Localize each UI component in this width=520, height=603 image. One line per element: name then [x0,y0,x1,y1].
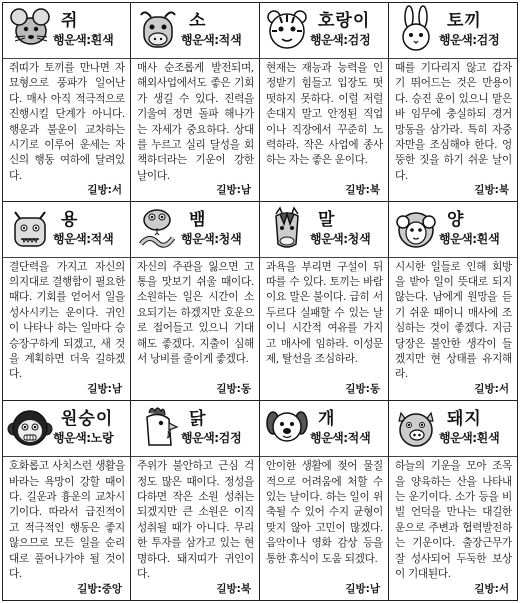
lucky-color-label: 행운색: [181,231,219,246]
rabbit-icon [393,5,439,53]
lucky-direction-value: 남 [111,383,122,396]
fortune-card-pig [389,401,518,601]
zodiac-fortune-grid [2,2,518,601]
lucky-color-value: 흰색 [476,431,500,446]
lucky-direction [342,581,380,596]
lucky-color-label: 행운색: [439,33,477,47]
divider [260,58,388,59]
fortune-card-rooster [131,401,260,601]
fortune-card-rabbit [389,2,518,202]
lucky-color-label: 행운색: [53,33,91,47]
lucky-color [53,429,114,446]
lucky-direction [213,381,251,396]
lucky-color-value: 노랑 [90,431,114,446]
lucky-direction-value: 남 [369,582,380,595]
lucky-direction [213,182,251,197]
card-header [389,401,517,455]
snake-icon [135,204,181,252]
divider [3,456,130,457]
dog-icon [264,403,310,451]
lucky-color-value: 검정 [476,33,500,47]
lucky-direction-label: 길방: [216,183,241,196]
fortune-card-tiger [260,2,389,202]
sheep-icon [393,204,439,252]
lucky-color-value: 흰색 [476,231,500,246]
fortune-text: 주위가 불안하고 근심 걱정도 많은 때이다. 정성을 다하면 작은 소원 성취는 되겠지만 큰 소원은 이직 성취될 때가 아니다. 무리한 투자를 삼가고 있는 현명하다. 돼지띠가 귀인이다. [137,460,254,581]
sign-name: 호랑이 [318,11,371,31]
lucky-color [310,230,371,247]
lucky-direction [84,182,122,197]
card-header [131,401,259,455]
sign-name: 소 [189,11,207,31]
lucky-direction-value: 동 [369,383,380,396]
lucky-direction-value: 중앙 [101,582,122,595]
card-header [389,202,517,256]
lucky-direction-label: 길방: [345,183,370,196]
lucky-color-label: 행운색: [53,231,91,246]
lucky-direction-label: 길방: [216,383,241,396]
sign-name: 개 [318,409,336,430]
lucky-color [310,429,371,446]
divider [131,456,259,457]
sign-name: 돼지 [447,409,482,430]
lucky-color-value: 적색 [90,231,114,246]
card-header [260,3,388,57]
sign-name: 토끼 [447,11,482,31]
monkey-icon [7,403,53,451]
lucky-direction-value: 서 [498,383,509,396]
lucky-color-value: 흰색 [90,33,114,47]
lucky-color [181,429,242,446]
fortune-card-dragon [2,202,131,402]
lucky-color-value: 청색 [218,231,242,246]
lucky-direction-label: 길방: [474,582,499,595]
lucky-direction-label: 길방: [474,383,499,396]
card-header [3,401,130,455]
horse-icon [264,204,310,252]
rat-icon [7,5,53,53]
lucky-direction-label: 길방: [345,383,370,396]
sign-name: 용 [61,209,79,230]
fortune-text: 시시한 일들로 인해 회방을 받아 일이 뜻대로 되지 않는다. 남에게 원망을 듣기 쉬운 때이니 매사에 조심하는 것이 좋겠다. 지금 당장은 불안한 생각이 들겠지만 현 상태를 유지해라. [395,260,512,381]
fortune-card-ox [131,2,260,202]
divider [389,58,517,59]
fortune-card-horse [260,202,389,402]
fortune-text: 쥐띠가 토끼를 만나면 자묘형으로 풍파가 일어난다. 매사 아직 적극적으로 진행시킬 단계가 아니다. 행운과 불운이 교차하는 시기로 이루어 운세는 자신의 행동 여하에 달려있다. [9,62,125,182]
fortune-card-dog [260,401,389,601]
card-header [260,202,388,256]
rooster-icon [135,403,181,451]
card-header [3,3,130,57]
lucky-color-label: 행운색: [53,431,91,446]
fortune-text: 과욕을 부리면 구설이 뒤따를 수 있다. 토끼는 바람이요 말은 불이다. 급히 서두르다 실패할 수 있는 날이니 시간적 여유를 가지고 매사에 임하라. 이성문제, 탈선을 조심하라. [266,260,383,366]
sign-name: 뱀 [189,209,207,230]
lucky-color [181,230,242,247]
lucky-color-label: 행운색: [439,431,477,446]
divider [131,257,259,258]
lucky-direction-value: 남 [240,183,251,196]
lucky-direction-label: 길방: [216,582,241,595]
card-header [131,202,259,256]
lucky-direction [342,182,380,197]
dragon-icon [7,204,53,252]
lucky-direction-label: 길방: [474,183,499,196]
lucky-direction-label: 길방: [77,582,102,595]
lucky-color [439,31,500,48]
lucky-direction [471,581,509,596]
fortune-text: 때를 기다리지 않고 갑자기 뛰어드는 것은 만용이다. 승진 운이 있으니 맡은바 임무에 충실하되 경거망동을 삼가라. 특히 자중자만을 조심해야 한다. 엉뚱한 짓을 하기 쉬운 날이다. [395,62,512,182]
sign-name: 양 [447,209,465,230]
sign-name: 원숭이 [61,409,114,430]
tiger-icon [264,5,310,53]
lucky-direction-value: 서 [111,183,122,196]
divider [131,58,259,59]
lucky-direction [471,381,509,396]
lucky-direction [84,381,122,396]
fortune-text: 하늘의 기운을 모아 조목을 양육하는 산을 나타내는 운기이다. 소가 등을 비빌 언덕을 만나는 대길한 운으로 주변과 협력발전하는 기운이다. 출장근무가 잘 성사되어 두둑한 보상이 기대된다. [395,460,512,581]
fortune-text: 현재는 재능과 능력을 인정받기 힘들고 입장도 떳떳하지 못하다. 이럴 저럴 손대지 말고 안정된 직업이나 직장에서 꾸준히 노력하라. 작은 사업에 종사하는 자는 좋은 운이다. [266,62,383,167]
lucky-color-value: 적색 [218,33,242,47]
lucky-color [439,429,500,446]
sign-name: 말 [318,209,336,230]
lucky-direction-label: 길방: [345,582,370,595]
divider [389,257,517,258]
fortune-text: 결단력을 가지고 자신의 의지대로 결행함이 필요한 때다. 기회를 얻어서 일을 성사시키는 운이다. 귀인이 나타나 하는 일마다 승승장구하게 되겠고, 새 것을 계획하면 더욱 길하겠다. [9,260,125,381]
lucky-color-value: 적색 [347,431,371,446]
divider [260,257,388,258]
lucky-direction-label: 길방: [87,183,112,196]
fortune-card-snake [131,202,260,402]
card-header [131,3,259,57]
lucky-color-value: 청색 [347,231,371,246]
fortune-text: 매사 순조롭게 발전되며, 해외사업에서도 좋은 기회가 생길 수 있다. 진력을 기울여 정면 돌파 해나가는 자세가 중요하다. 상대를 누르고 실리 달성을 회책하더라는 기운이 강한 날이다. [137,62,254,182]
fortune-text: 호화롭고 사치스런 생활을 바라는 욕망이 강할 때이다. 길운과 흉운의 교차시기이다. 따라서 급진적이고 적극적인 행동은 좋지 않으므로 모든 일을 순리대로 풀어나가야 될 것이다. [9,460,125,581]
lucky-direction [213,581,251,596]
lucky-color-label: 행운색: [310,231,348,246]
lucky-direction [471,182,509,197]
lucky-color [181,31,242,48]
lucky-color-label: 행운색: [181,431,219,446]
lucky-direction-value: 북 [369,183,380,196]
sign-name: 닭 [189,409,207,430]
lucky-color-label: 행운색: [181,33,219,47]
divider [3,257,130,258]
fortune-card-monkey [2,401,131,601]
card-header [389,3,517,57]
lucky-direction [74,581,122,596]
sign-name: 쥐 [61,11,79,31]
lucky-color [53,230,114,247]
lucky-direction-value: 북 [498,183,509,196]
lucky-color-value: 검정 [347,33,371,47]
lucky-color-label: 행운색: [439,231,477,246]
fortune-card-sheep [389,202,518,402]
card-header [260,401,388,455]
fortune-text: 안이한 생활에 젖어 물질적으로 어려움에 처할 수 있는 날이다. 하는 일이 위축될 수 있어 수지 균형이 맞지 않아 고민이 많겠다. 음악이나 영화 감상 등을 통한 휴식이 도움 되겠다. [266,460,383,565]
lucky-color [439,230,500,247]
lucky-direction [342,381,380,396]
lucky-color-label: 행운색: [310,33,348,47]
ox-icon [135,5,181,53]
lucky-color-value: 검정 [218,431,242,446]
lucky-direction-value: 서 [498,582,509,595]
lucky-direction-value: 북 [240,582,251,595]
card-header [3,202,130,256]
divider [389,456,517,457]
lucky-color [53,31,114,48]
pig-icon [393,403,439,451]
lucky-color-label: 행운색: [310,431,348,446]
lucky-color [310,31,371,48]
divider [260,456,388,457]
fortune-card-rat [2,2,131,202]
fortune-text: 자신의 주관을 잃으면 고통을 맛보기 쉬울 때이다. 소원하는 일은 시간이 소요되기는 하겠지만 호운으로 접어들고 있으니 기대해도 좋겠다. 지출이 심해서 낭비를 줄이게 좋겠다. [137,260,254,366]
divider [3,58,130,59]
lucky-direction-label: 길방: [87,383,112,396]
lucky-direction-value: 동 [240,383,251,396]
